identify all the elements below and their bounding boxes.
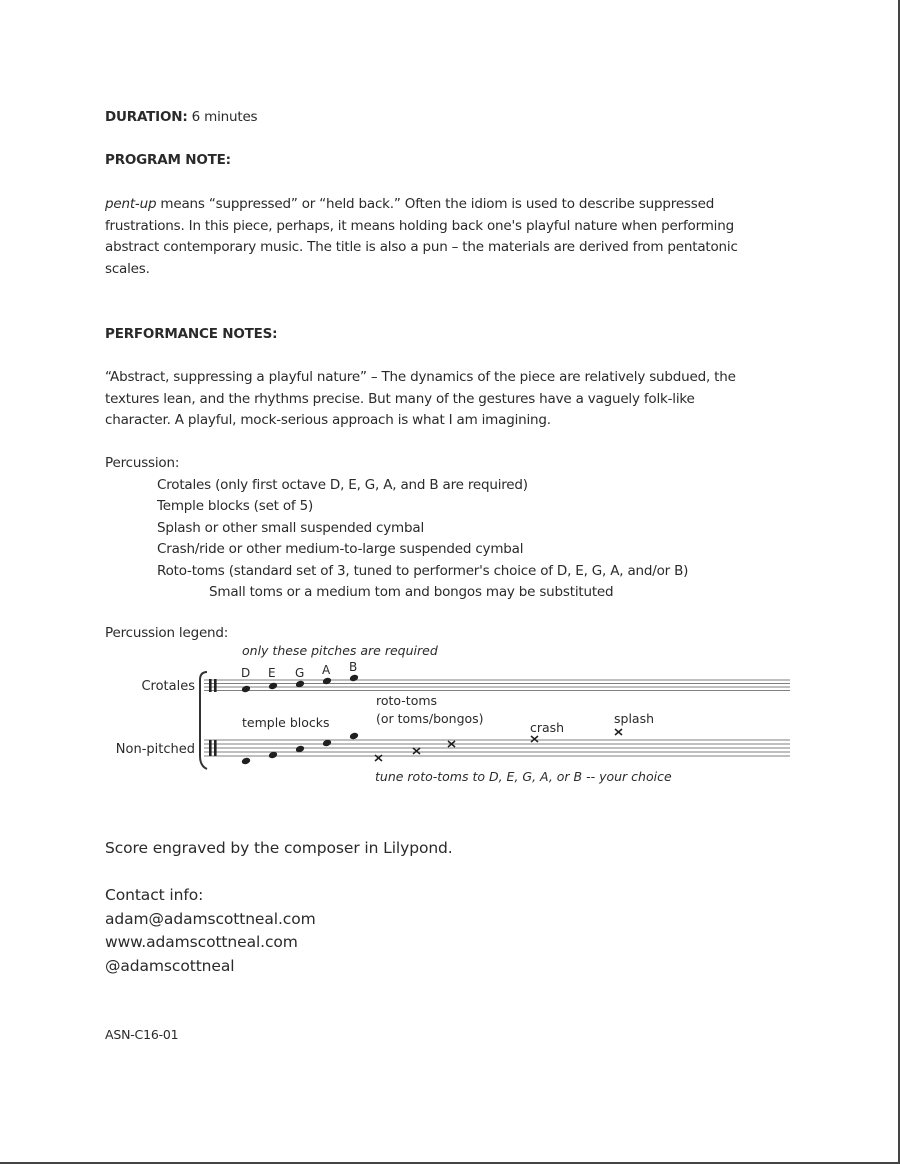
contact-handle: @adamscottneal [105, 956, 235, 975]
pitch-letter-a: A [322, 663, 331, 677]
performance-note-line: “Abstract, suppressing a playful nature” – The dynamics of the piece are relatively subdued, the [105, 369, 736, 385]
title-word: pent-up [105, 196, 157, 212]
roto-toms-alt-label: (or toms/bongos) [376, 711, 484, 726]
pitch-letter-e: E [268, 666, 276, 680]
roto-tom-note [413, 748, 420, 754]
contact-email: adam@adamscottneal.com [105, 909, 316, 928]
staff-label-crotales: Crotales [141, 679, 195, 694]
crotales-staff [204, 680, 790, 691]
program-note-line: scales. [105, 260, 150, 277]
percussion-item: Crash/ride or other medium-to-large suspended cymbal [157, 541, 524, 557]
pitch-letter-d: D [241, 666, 251, 680]
performance-note-line: character. A playful, mock-serious approach is what I am imagining. [105, 412, 551, 428]
crash-label: crash [530, 720, 565, 735]
legend-label: Percussion legend: [105, 625, 229, 641]
performance-note-line: textures lean, and the rhythms precise. But many of the gestures have a vaguely folk-like [105, 390, 695, 407]
percussion-label: Percussion: [105, 455, 180, 471]
crotales-clef [209, 679, 217, 692]
program-note-line: pent-up means “suppressed” or “held back.” Often the idiom is used to describe suppressed [105, 196, 715, 212]
splash-note [615, 729, 622, 735]
nonpitched-staff [204, 740, 790, 756]
crotale-note [241, 685, 251, 694]
contact-label: Contact info: [105, 886, 204, 904]
duration-value: 6 minutes [187, 109, 258, 125]
temple-block-note [349, 732, 359, 741]
percussion-item: Roto-toms (standard set of 3, tuned to performer's choice of D, E, G, A, and/or B) [157, 562, 689, 579]
crash-note [531, 736, 538, 742]
pitch-letters [241, 660, 357, 680]
program-note-heading: PROGRAM NOTE: [105, 152, 231, 168]
roto-toms-label: roto-toms [376, 693, 438, 708]
percussion-item: Splash or other small suspended cymbal [157, 519, 424, 536]
percussion-sub-item: Small toms or a medium tom and bongos may be substituted [209, 584, 614, 600]
pitch-letter-g: G [295, 666, 305, 680]
crotale-note [322, 677, 332, 686]
catalog-number: ASN-C16-01 [105, 1027, 179, 1042]
temple-block-note [241, 757, 251, 766]
temple-block-notes [241, 732, 359, 766]
crotale-note [268, 682, 278, 691]
splash-label: splash [614, 711, 655, 726]
crotale-note [349, 674, 359, 683]
pitch-letter-b: B [349, 660, 358, 674]
system-brace [200, 672, 207, 769]
contact-website: www.adamscottneal.com [105, 933, 298, 951]
engraved-credit: Score engraved by the composer in Lilypond. [105, 839, 453, 857]
tuning-note: tune roto-toms to D, E, G, A, or B -- your choice [375, 769, 672, 784]
program-note-line: frustrations. In this piece, perhaps, it means holding back one's playful nature when performing [105, 217, 734, 234]
percussion-item: Crotales (only first octave D, E, G, A, and B are required) [157, 476, 528, 493]
percussion-item: Temple blocks (set of 5) [157, 498, 314, 514]
pitch-note: only these pitches are required [242, 643, 438, 658]
performance-notes-heading: PERFORMANCE NOTES: [105, 326, 278, 342]
program-note-line: abstract contemporary music. The title is also a pun – the materials are derived from pentatonic [105, 239, 738, 255]
temple-blocks-label: temple blocks [242, 715, 330, 730]
duration-label: DURATION: [105, 109, 188, 125]
staff-label-nonpitched: Non-pitched [115, 742, 195, 757]
